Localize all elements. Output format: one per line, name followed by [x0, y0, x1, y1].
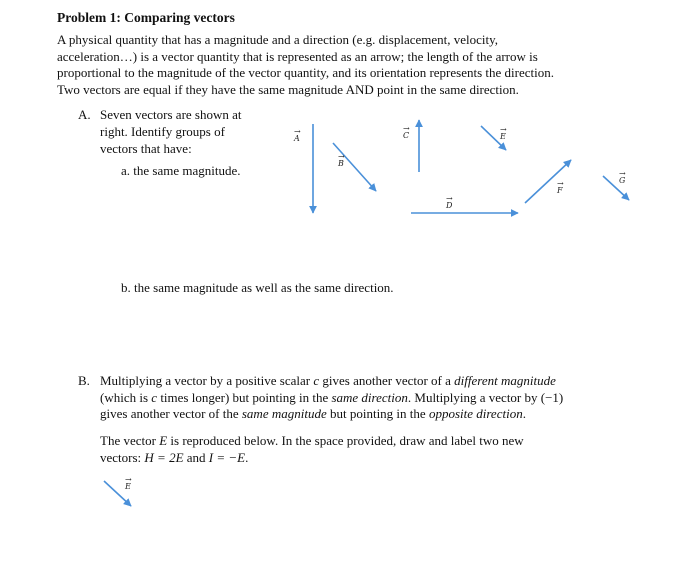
vector-symbol: E [159, 433, 168, 448]
text-span: . Multiplying a vector by (−1) [407, 389, 564, 405]
part-a-letter: A. [78, 107, 91, 122]
text-span: and [183, 450, 209, 465]
vector-c-label: C [403, 131, 410, 140]
vector-e-copy-label: E [125, 482, 131, 491]
text-span: but pointing in the [326, 406, 429, 421]
text-span: is reproduced below. In the space provided, draw and label two new [167, 433, 524, 448]
vector-arrow-accent: → [446, 194, 453, 203]
vector-g-label: G [619, 176, 626, 185]
emphasis: same direction [331, 389, 408, 405]
text-span: gives another vector of the [100, 406, 242, 421]
vector-f-arrow [525, 160, 571, 203]
vector-f-label: F [557, 186, 563, 195]
part-a-line: Seven vectors are shown at [100, 107, 242, 122]
emphasis: opposite direction [428, 406, 523, 421]
question-b: b. the same magnitude as well as the same direction. [121, 280, 394, 295]
vector-arrow-accent: → [619, 169, 626, 178]
intro-line: proportional to the magnitude of the vector quantity, and its orientation represents the direction. [57, 65, 554, 80]
scalar-c: c [313, 373, 320, 388]
vector-a-label: A [294, 134, 300, 143]
equation-i: I = −E [208, 450, 246, 465]
emphasis: different magnitude [454, 373, 556, 388]
text-span: . [245, 450, 249, 465]
vector-arrow-accent: → [125, 475, 132, 484]
intro-line: acceleration…) is a vector quantity that is represented as an arrow; the length of the arrow is [57, 48, 538, 64]
vector-arrow-accent: → [294, 127, 301, 136]
text-span: times longer) but pointing in the [157, 389, 332, 405]
text-span: The vector [100, 433, 160, 448]
part-a-line: vectors that have: [100, 141, 192, 156]
text-span: (which is [100, 389, 152, 405]
emphasis: same magnitude [241, 406, 327, 421]
vector-e-label: E [500, 132, 506, 141]
text-span: Multiplying a vector by a positive scalar [100, 373, 314, 388]
part-a-line: right. Identify groups of [100, 124, 225, 139]
vector-arrow-accent: → [500, 125, 507, 134]
vector-arrow-accent: → [338, 152, 345, 161]
text-span: vectors: [100, 450, 145, 465]
part-b-instruction [100, 432, 620, 466]
vector-arrow-accent: → [557, 179, 564, 188]
problem-title: Problem 1: Comparing vectors [57, 10, 235, 25]
equation-h: H = 2E [144, 450, 184, 465]
vector-arrow-accent: → [403, 124, 410, 133]
intro-line: A physical quantity that has a magnitude and a direction (e.g. displacement, velocity, [57, 32, 499, 47]
vector-d-label: D [446, 201, 453, 210]
text-span: . [522, 406, 526, 421]
intro-line: Two vectors are equal if they have the same magnitude AND point in the same direction. [57, 81, 519, 97]
vector-b-label: B [338, 159, 344, 168]
text-span: gives another vector of a [319, 373, 455, 388]
scalar-c: c [151, 389, 158, 405]
part-b-letter: B. [78, 373, 90, 388]
part-b-paragraph [78, 373, 618, 423]
question-a: a. the same magnitude. [121, 163, 241, 178]
